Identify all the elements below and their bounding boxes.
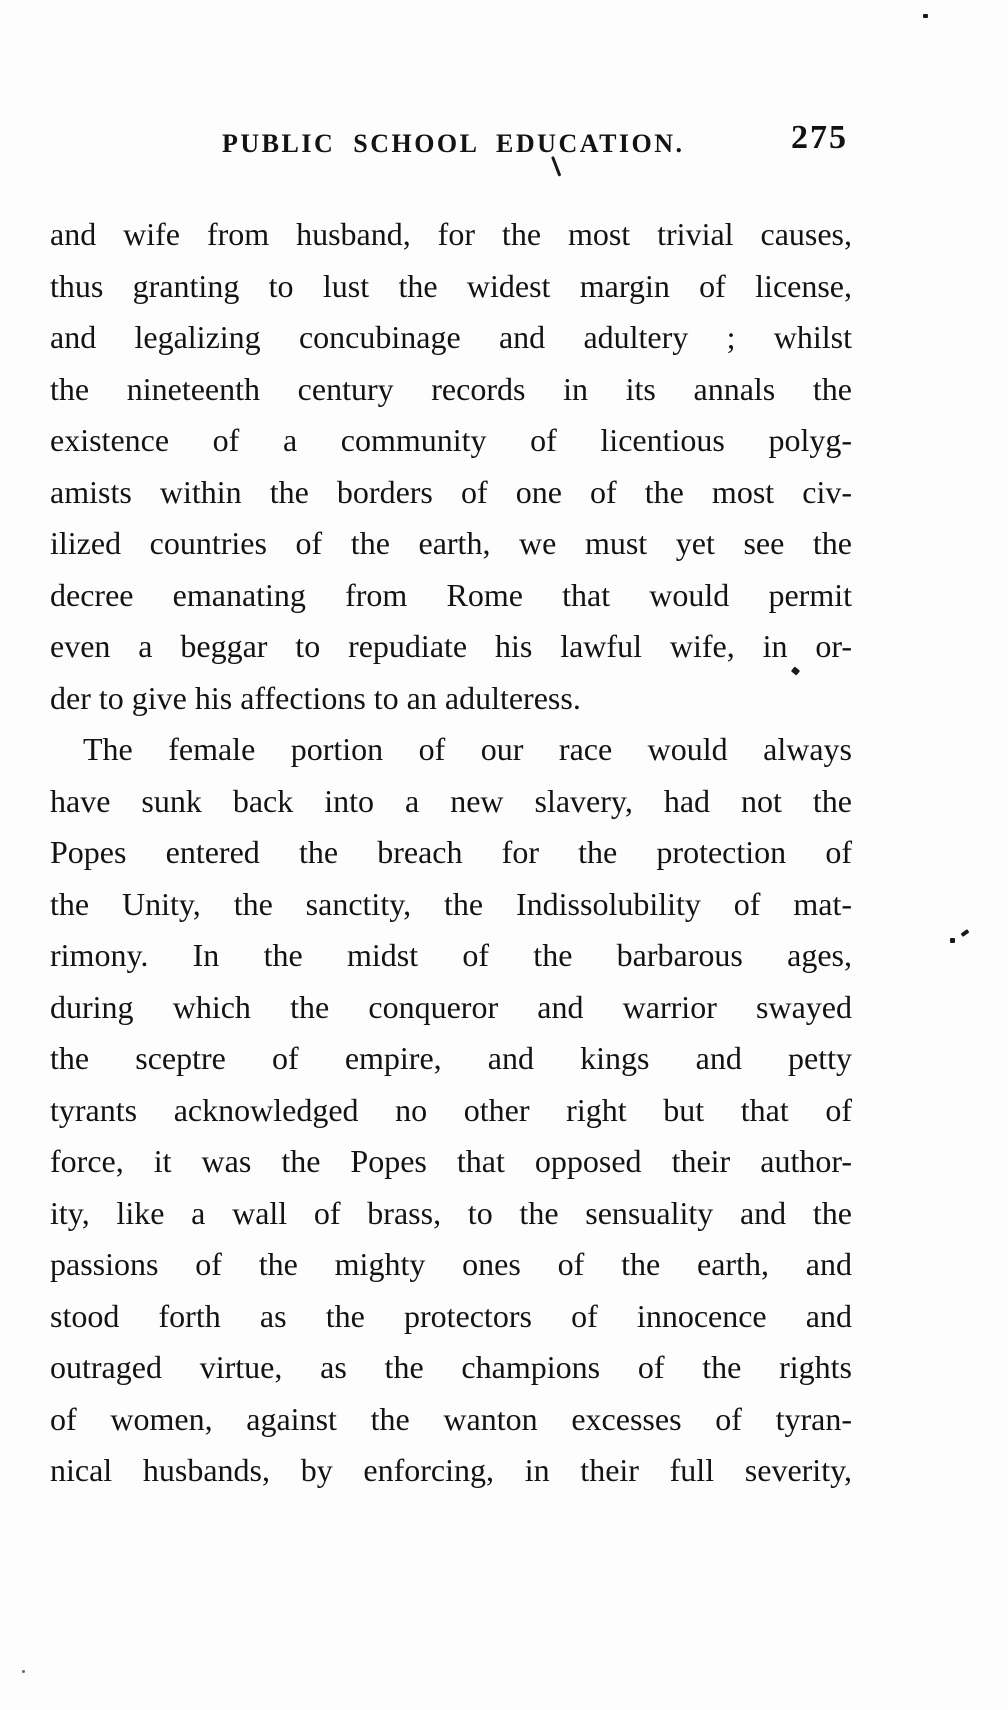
text-line: of women, against the wanton excesses of tyran- (50, 1400, 852, 1437)
paragraph (50, 209, 852, 724)
text-line: amists within the borders of one of the most civ- (50, 473, 852, 510)
text-line: outraged virtue, as the champions of the rights (50, 1349, 852, 1385)
text-line: and legalizing concubinage and adultery ; whilst (50, 319, 852, 355)
text-line: decree emanating from Rome that would permit (50, 576, 852, 613)
scan-artifact-dot-bottom-left (22, 1670, 25, 1673)
text-line: passions of the mighty ones of the earth, and (50, 1246, 852, 1282)
text-line: The female portion of our race would always (83, 731, 852, 767)
text-line: stood forth as the protectors of innocence and (50, 1297, 852, 1334)
text-line: have sunk back into a new slavery, had not the (50, 782, 852, 819)
text-line: tyrants acknowledged no other right but that of (50, 1091, 852, 1128)
text-line: even a beggar to repudiate his lawful wife, in or- (50, 628, 852, 664)
scan-artifact-stroke-under-header (551, 156, 561, 177)
running-header-title: PUBLIC SCHOOL EDUCATION. (222, 129, 685, 158)
text-line: ity, like a wall of brass, to the sensuality and the (50, 1194, 852, 1231)
text-line: and wife from husband, for the most trivial causes, (50, 216, 852, 252)
text-line: the nineteenth century records in its annals the (50, 370, 852, 407)
text-line: der to give his affections to an adulteress. (50, 679, 581, 716)
text-line: the Unity, the sanctity, the Indissolubility of mat- (50, 885, 852, 922)
text-line: during which the conqueror and warrior swayed (50, 988, 852, 1025)
text-line: ilized countries of the earth, we must yet see the (50, 525, 852, 561)
text-line: nical husbands, by enforcing, in their full severity, (50, 1452, 852, 1488)
scan-artifact-dot-top-right (923, 14, 928, 18)
paragraph (50, 724, 852, 1497)
text-line: existence of a community of licentious polyg- (50, 422, 852, 458)
text-line: force, it was the Popes that opposed their author- (50, 1143, 852, 1179)
text-line: Popes entered the breach for the protection of (50, 834, 852, 870)
text-line: rimony. In the midst of the barbarous ages, (50, 937, 852, 973)
scan-artifact-right-margin-mark-2 (950, 938, 955, 943)
scan-artifact-right-margin-mark-1 (961, 929, 970, 937)
page-number: 275 (791, 119, 848, 156)
text-line: thus granting to lust the widest margin of license, (50, 267, 852, 304)
text-line: the sceptre of empire, and kings and petty (50, 1040, 852, 1076)
text-block (50, 209, 852, 1497)
